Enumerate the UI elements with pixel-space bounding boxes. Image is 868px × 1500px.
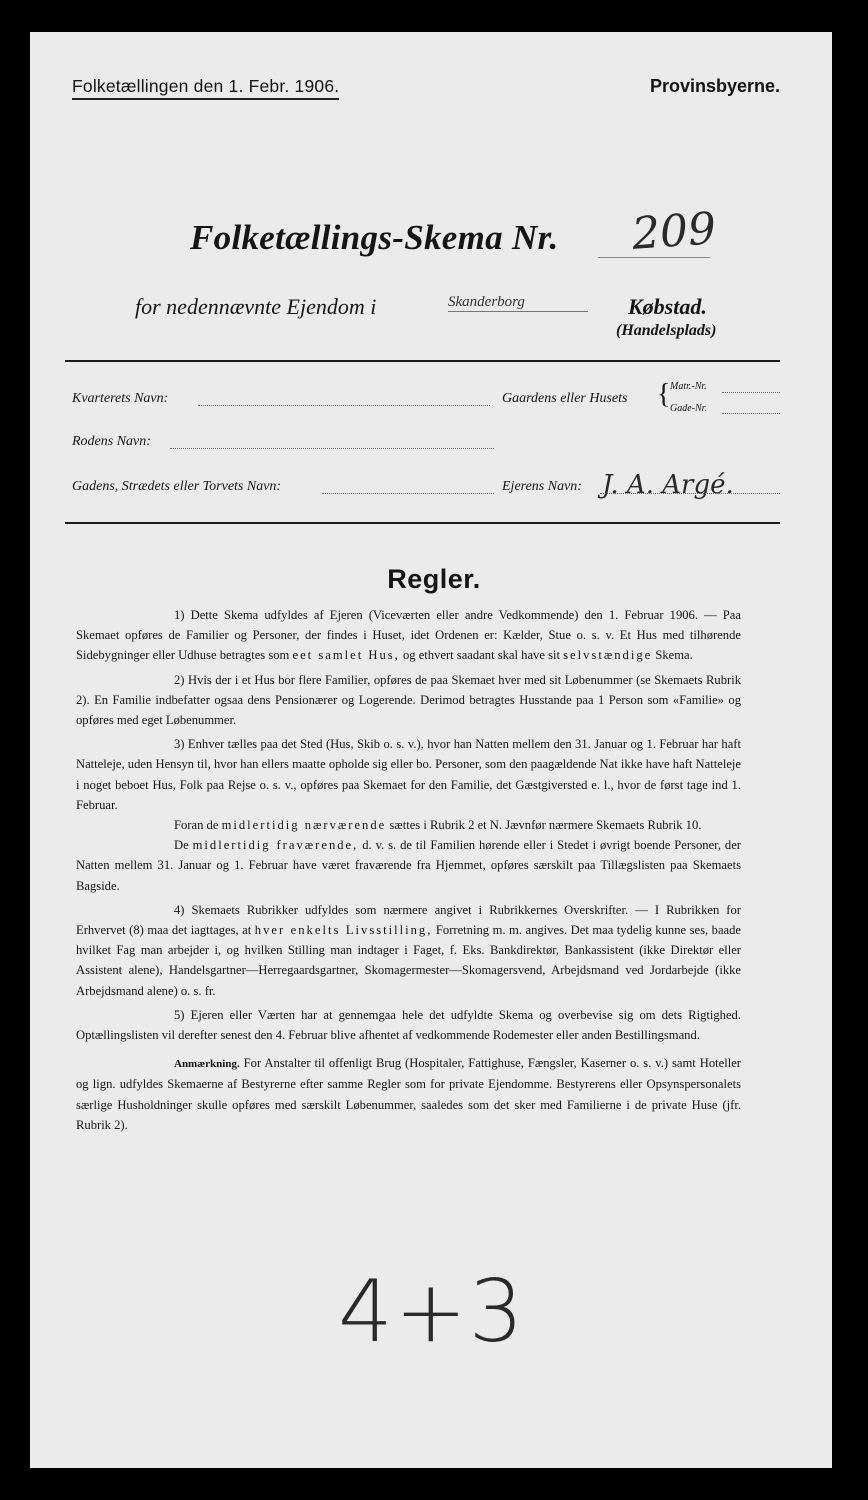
kvarter-label: Kvarterets Navn:: [72, 391, 169, 406]
matr-field[interactable]: [722, 391, 780, 393]
rule-2: 2) Hvis der i et Hus bor flere Familier, opføres de paa Skemaet hver med sit Løbenummer (se Skemaets Rubrik 2). En Familie indbefatter ogsaa dens Pensionærer og Logerende. Derimod betragtes Husstande paa 1 Person som «Familie» og opføres med eget Løbenummer.: [76, 672, 741, 728]
gade-label: Gadens, Strædets eller Torvets Navn:: [72, 479, 282, 494]
gade-field[interactable]: [322, 492, 494, 494]
owner-name-handwritten: J. A. Argé.: [602, 470, 734, 500]
rule-1: 1) Dette Skema udfyldes af Ejeren (Viceværten eller andre Vedkommende) den 1. Februar 1906. — Paa Skemaet opføres de Familier og Personer, der findes i Huset, idet Ordenen er: Kælder, Stue o. s. v. Et Hus med tilhørende Sidebygninger eller Udhuse betragtes som eet samlet Hus, og ethvert saadant skal have sit selvstændige Skema.: [76, 608, 741, 663]
bottom-note-handwritten: 4+3: [338, 1262, 526, 1362]
rode-label: Rodens Navn:: [72, 434, 151, 449]
gade-nr-label: Gade-Nr.: [670, 403, 707, 414]
top-rule: [65, 360, 780, 362]
property-line: for nedennævnte Ejendom i: [135, 294, 377, 319]
rule-4: 4) Skemaets Rubrikker udfyldes som nærmere angivet i Rubrikkernes Overskrifter. — I Rubrikken for Erhvervet (8) maa det iagttages, at hver enkelts Livsstilling, Forretning m. m. angives. Det maa tydelig kunne ses, baade hvilket Fag man arbejder i, og hvilken Stilling man indtager i Faget, f. Eks. Bankdirektør, Bankassistent (ikke Direktør eller Assistent alene), Handelsgartner—Herregaardsgartner, Skomagermester—Skomagersvend, Arbejdsmand ved Jordarbejde (ikke Arbejdsmand alene) o. s. fr.: [76, 902, 742, 998]
gade-nr-field[interactable]: [722, 412, 780, 414]
rule-3-present: Foran de midlertidig nærværende sættes i Rubrik 2 et N. Jævnfør nærmere Skemaets Rubrik 10.: [174, 818, 702, 833]
koebstad-label: Købstad.: [628, 294, 707, 319]
number-underline: [598, 257, 710, 258]
gaard-label: Gaardens eller Husets: [502, 391, 628, 406]
rules-heading: Regler.: [387, 564, 481, 594]
census-header: Folketællingen den 1. Febr. 1906.: [72, 76, 339, 100]
ejer-label: Ejerens Navn:: [502, 479, 582, 494]
handelsplads-label: (Handelsplads): [616, 322, 717, 339]
ejer-field[interactable]: [600, 492, 780, 494]
kvarter-field[interactable]: [198, 404, 490, 406]
rule-3-absent: De midlertidig fraværende, d. v. s. de til Familien hørende eller i Stedet i øvrigt boende Personer, der Natten mellem 31. Januar og 1. Februar have været fraværende fra Hjemmet, opføres særskilt paa Tillægslisten paa Skemaets Bagside.: [76, 838, 741, 893]
brace: {: [657, 379, 671, 410]
rules-text: [76, 605, 741, 1139]
rule-5: 5) Ejeren eller Værten har at gennemgaa hele det udfyldte Skema og overbevise sig om dets Rigtighed. Optællingslisten vil derefter senest den 4. Februar blive afhentet af vedkommende Rodemester eller anden Bestillingsmand.: [76, 1007, 741, 1043]
rode-field[interactable]: [170, 447, 494, 449]
rule-3: 3) Enhver tælles paa det Sted (Hus, Skib o. s. v.), hvor han Natten mellem den 31. Januar og 1. Februar har haft Natteleje, uden Hensyn til, hvor han ellers maatte opholde sig eller bo. Personer, som den paagældende Nat ikke have haft Natteleje i noget beboet Hus, Folk paa Rejse o. s. v., opføres paa Skemaet for den Familie, det Gæstgiversted e. l., hvor de først tage ind 1. Februar.: [76, 737, 741, 812]
matr-label: Matr.-Nr.: [670, 381, 707, 392]
province-header: Provinsbyerne.: [649, 76, 780, 96]
form-title: Folketællings-Skema Nr.: [190, 218, 559, 257]
town-handwritten: Skanderborg: [448, 294, 588, 312]
annotation: Anmærkning. For Anstalter til offenligt Brug (Hospitaler, Fattighuse, Fængsler, Kaserner o. s. v.) samt Hoteller og lign. udfyldes Skemaerne af Bestyrerne efter samme Regler som for private Ejendomme. Bestyrerens eller Opsynspersonalets særlige Husholdninger skulle opføres med særskilt Løbenummer, saaledes som det sker med Familierne i de private Huse (jfr. Rubrik 2).: [76, 1056, 741, 1132]
form-number-handwritten: 209: [630, 203, 718, 260]
bottom-rule: [65, 522, 780, 524]
